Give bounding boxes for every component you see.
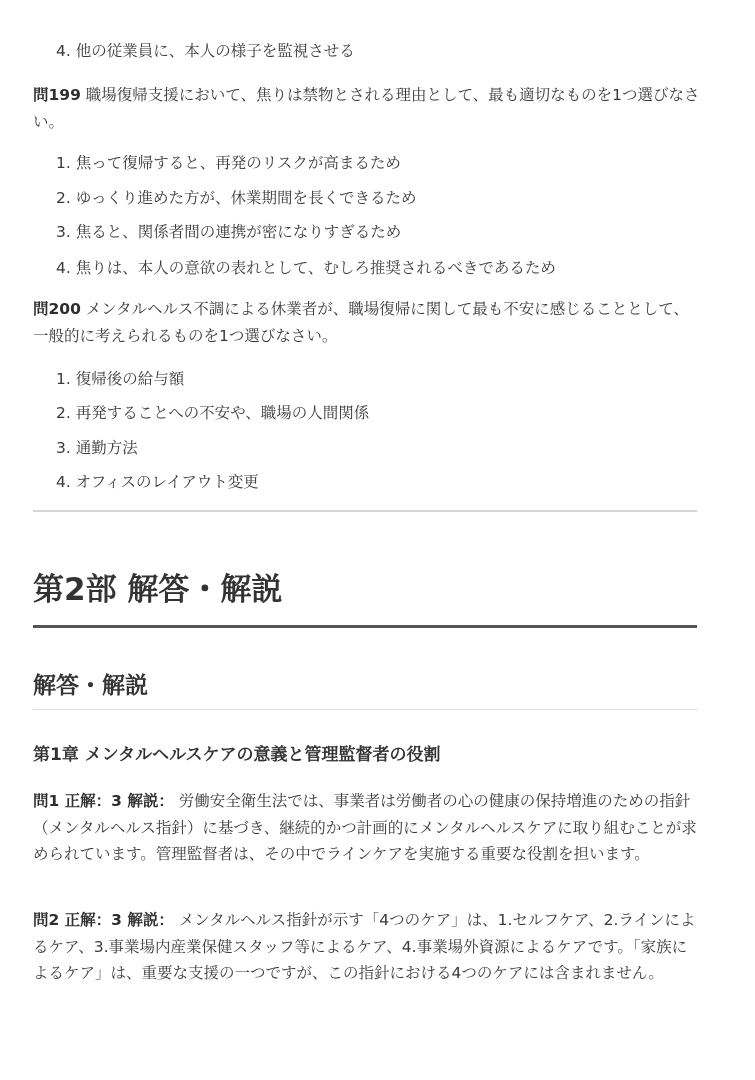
section-heading: 解答・解説	[33, 673, 148, 699]
option-item: 4. 焦りは、本人の意欲の表れとして、むしろ推奨されるべきであるため	[56, 259, 556, 277]
answer-label: 問1 正解：3 解説：	[33, 792, 174, 810]
question-200	[33, 296, 701, 350]
prev-question-option-4: 4. 他の従業員に、本人の様子を監視させる	[56, 42, 355, 60]
answer-1	[33, 788, 701, 868]
option-item: 3. 通勤方法	[56, 439, 138, 457]
question-number: 問200	[33, 300, 81, 318]
answer-2	[33, 907, 701, 987]
section-heading-underline	[33, 709, 697, 710]
option-item: 2. 再発することへの不安や、職場の人間関係	[56, 404, 370, 422]
question-199	[33, 82, 701, 136]
question-text: 職場復帰支援において、焦りは禁物とされる理由として、最も適切なものを1つ選びなさい。	[33, 86, 700, 131]
option-item: 2. ゆっくり進めた方が、休業期間を長くできるため	[56, 189, 417, 207]
option-item: 1. 焦って復帰すると、再発のリスクが高まるため	[56, 154, 401, 172]
part-heading: 第2部 解答・解説	[33, 572, 283, 608]
option-item: 3. 焦ると、関係者間の連携が密になりすぎるため	[56, 223, 402, 241]
question-number: 問199	[33, 86, 81, 104]
option-item: 1. 復帰後の給与額	[56, 370, 185, 388]
part-heading-underline	[33, 625, 697, 628]
chapter-heading: 第1章 メンタルヘルスケアの意義と管理監督者の役割	[33, 745, 441, 765]
answer-text: 労働安全衛生法では、事業者は労働者の心の健康の保持増進のための指針（メンタルヘルス指針）に基づき、継続的かつ計画的にメンタルヘルスケアに取り組むことが求められています。管理監督者は、その中でラインケアを実施する重要な役割を担います。	[33, 792, 697, 863]
section-divider	[33, 510, 697, 512]
answer-text: メンタルヘルス指針が示す「4つのケア」は、1.セルフケア、2.ラインによるケア、3.事業場内産業保健スタッフ等によるケア、4.事業場外資源によるケアです。「家族によるケア」は、重要な支援の一つですが、この指針における4つのケアには含まれません。	[33, 911, 696, 982]
answer-label: 問2 正解：3 解説：	[33, 911, 174, 929]
question-text: メンタルヘルス不調による休業者が、職場復帰に関して最も不安に感じることとして、一般的に考えられるものを1つ選びなさい。	[33, 300, 689, 345]
option-item: 4. オフィスのレイアウト変更	[56, 473, 259, 491]
